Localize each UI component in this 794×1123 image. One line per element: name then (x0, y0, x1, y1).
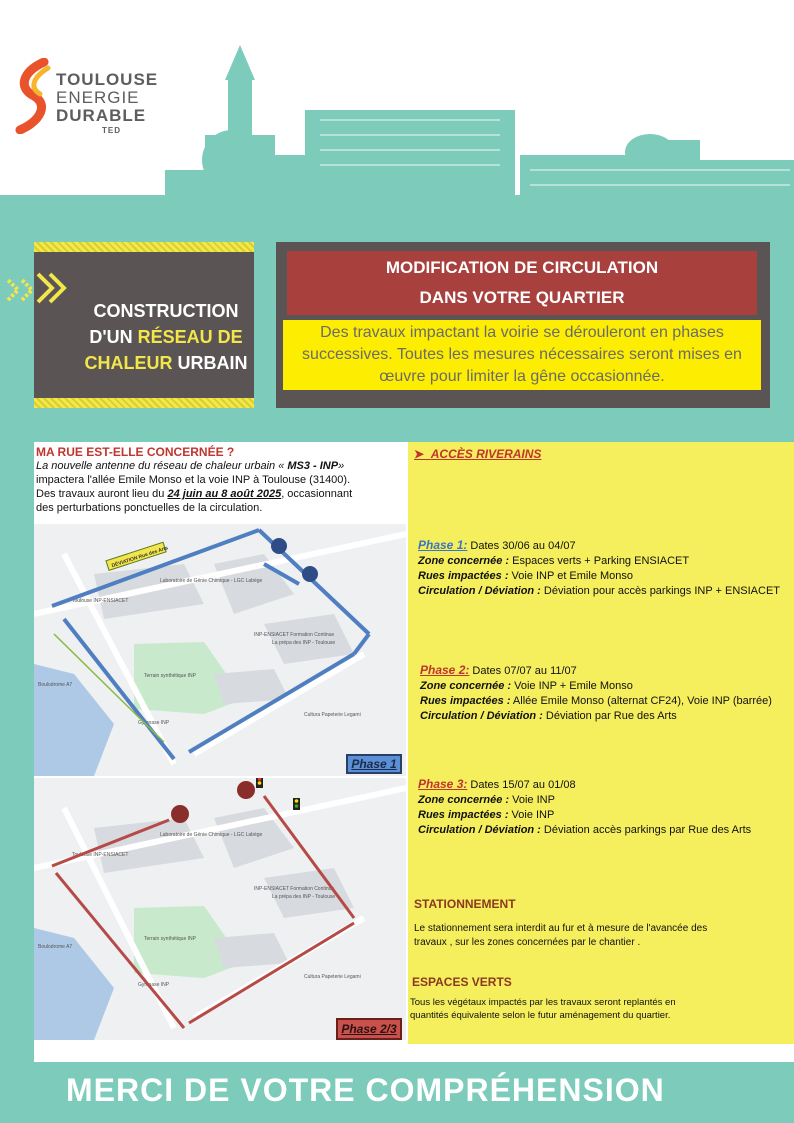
stationnement-line-2: travaux , sur les zones concernées par le chantier . (414, 937, 641, 948)
project-title-line-3 (82, 350, 250, 376)
rues-label: Rues impactées : (418, 570, 509, 582)
bottom-stripe (34, 398, 254, 408)
rues-label: Rues impactées : (420, 695, 511, 707)
top-stripe (34, 242, 254, 252)
phase-1-rues (418, 569, 780, 584)
notice-title-line-1: MODIFICATION DE CIRCULATION (385, 258, 659, 277)
phase-1-label: Phase 1 (346, 754, 402, 774)
intro-text-span: La nouvelle antenne du réseau de chaleur urbain « (36, 460, 288, 472)
map-label-cultura: Cultura Papeterie Legami (304, 974, 361, 980)
worksite-marker (171, 805, 189, 823)
circ-value: Déviation accès parkings par Rue des Arts (540, 824, 752, 836)
phase-2-zone (420, 679, 772, 694)
ted-logo (14, 58, 164, 138)
traffic-light-icon (256, 778, 263, 788)
acces-label: ACCÈS RIVERAINS (430, 447, 542, 461)
intro-dates: 24 juin au 8 août 2025 (167, 488, 282, 500)
map-label-lgc: Laboratoire de Génie Chimique - LGC Labège (160, 832, 263, 838)
worksite-marker (237, 781, 255, 799)
intro-text (36, 445, 406, 515)
rues-value: Voie INP et Emile Monso (508, 570, 634, 582)
logo-line-4: TED (102, 126, 121, 135)
map-label-ensiacet: Toulouse INP-ENSIACET (72, 852, 129, 858)
phase-2-map-drawing (34, 778, 406, 1040)
map-label-cultura: Cultura Papeterie Legami (304, 712, 361, 718)
intro-line-3 (36, 487, 406, 501)
circ-label: Circulation / Déviation : (418, 585, 541, 597)
map-label-gymnase: Gymnase INP (138, 720, 170, 726)
intro-line-2: impactera l'allée Emile Monso et la voie INP à Toulouse (31400). (36, 474, 351, 486)
phase-1-circ (418, 584, 780, 599)
project-title-line-2 (82, 324, 250, 350)
phase-2-rues (420, 694, 772, 709)
stationnement-heading: STATIONNEMENT (414, 897, 516, 911)
phase-3-details (418, 777, 751, 838)
map-label-terrain: Terrain synthétique INP (144, 936, 196, 942)
map-label-gymnase: Gymnase INP (138, 982, 170, 988)
zone-value: Voie INP (509, 794, 555, 806)
phase-2-map (34, 778, 406, 1040)
logo-line-1: TOULOUSE (56, 70, 159, 89)
zone-label: Zone concernée : (418, 794, 510, 806)
intro-text-span: » (338, 460, 345, 472)
zone-value: Espaces verts + Parking ENSIACET (509, 555, 690, 567)
espaces-line-1: Tous les végétaux impactés par les travaux seront replantés en (410, 997, 676, 1008)
phase-1-dates: Dates 30/06 au 04/07 (467, 540, 576, 552)
phase-2-title: Phase 2: (420, 663, 470, 677)
zone-label: Zone concernée : (420, 680, 512, 692)
phase-1-zone (418, 554, 780, 569)
intro-text-span: , occasionnant (281, 488, 353, 500)
rues-value: Allée Emile Monso (alternat CF24), Voie INP (barrée) (510, 695, 772, 707)
footer-thanks: MERCI DE VOTRE COMPRÉHENSION (66, 1072, 665, 1108)
chevron-arrows-icon (4, 270, 70, 306)
map-label-lgc: Laboratoire de Génie Chimique - LGC Labège (160, 578, 263, 584)
details-panel (408, 442, 794, 1044)
map-label-ensiacet: Toulouse INP-ENSIACET (72, 598, 129, 604)
phase-2-circ (420, 709, 772, 724)
map-label-prepa: La prépa des INP - Toulouse (272, 640, 336, 646)
map-label-formation: INP-ENSIACET Formation Continue (254, 632, 335, 638)
traffic-light-icon (293, 798, 300, 810)
worksite-marker (302, 566, 318, 582)
espaces-verts-text (410, 996, 676, 1022)
phase-2-details (420, 663, 772, 724)
map-label-terrain: Terrain synthétique INP (144, 673, 196, 679)
notice-title-line-2: DANS VOTRE QUARTIER (419, 288, 625, 307)
circ-label: Circulation / Déviation : (420, 710, 543, 722)
project-title-line-1: CONSTRUCTION (93, 301, 239, 321)
notice-body: Des travaux impactant la voirie se dérouleront en phases successives. Toutes les mesures nécessaires seront mises en œuvre pour limiter la gêne occasionnée. (283, 320, 761, 390)
intro-heading: MA RUE EST-ELLE CONCERNÉE ? (36, 445, 235, 459)
stationnement-text (414, 922, 707, 950)
title-highlight: RÉSEAU DE (137, 327, 243, 347)
zone-label: Zone concernée : (418, 555, 510, 567)
espaces-line-2: quantités équivalente selon le futur aménagement du quartier. (410, 1010, 671, 1021)
espaces-verts-heading: ESPACES VERTS (412, 975, 512, 989)
phase-2-dates: Dates 07/07 au 11/07 (469, 665, 577, 677)
title-highlight: CHALEUR (84, 353, 173, 373)
phase-1-title: Phase 1: (418, 538, 468, 552)
notice-title (287, 251, 757, 315)
phase-1-details (418, 538, 780, 599)
map-label-boulodrome: Boulodrome A7 (38, 944, 73, 950)
circ-value: Déviation pour accès parkings INP + ENSIACET (540, 585, 781, 597)
intro-line-4: des perturbations ponctuelles de la circulation. (36, 502, 263, 514)
phase-1-map (34, 524, 406, 776)
project-title-box (34, 242, 254, 408)
circ-label: Circulation / Déviation : (418, 824, 541, 836)
title-text: URBAIN (172, 353, 248, 373)
phase-3-zone (418, 793, 751, 808)
phase-1-title-row (418, 538, 780, 554)
intro-project-code: MS3 - INP (287, 460, 339, 472)
logo-line-3: DURABLE (56, 106, 147, 125)
circ-value: Déviation par Rue des Arts (542, 710, 677, 722)
deviation-label: DÉVIATION Rue des Arts (111, 545, 169, 570)
zone-value: Voie INP + Emile Monso (511, 680, 633, 692)
phase-2-title-row (420, 663, 772, 679)
map-label-formation: INP-ENSIACET Formation Continue (254, 886, 335, 892)
worksite-marker (271, 538, 287, 554)
map-label-boulodrome: Boulodrome A7 (38, 682, 73, 688)
flame-s-icon (14, 58, 58, 134)
phase-3-title-row (418, 777, 751, 793)
phase-3-title: Phase 3: (418, 777, 468, 791)
acces-riverains-heading: ➤ ACCÈS RIVERAINS (414, 447, 542, 461)
phase-3-rues (418, 808, 751, 823)
rues-value: Voie INP (508, 809, 555, 821)
logo-line-2: ENERGIE (56, 88, 140, 107)
map-label-prepa: La prépa des INP - Toulouse (272, 894, 336, 900)
phase-3-circ (418, 823, 751, 838)
phase-3-dates: Dates 15/07 au 01/08 (467, 779, 576, 791)
stationnement-line-1: Le stationnement sera interdit au fur et à mesure de l'avancée des (414, 923, 708, 934)
title-text: D'UN (89, 327, 138, 347)
rues-label: Rues impactées : (418, 809, 509, 821)
phase-1-map-drawing (34, 524, 406, 776)
project-title (82, 298, 250, 376)
intro-text-span: Des travaux auront lieu du (36, 488, 168, 500)
intro-line-1 (36, 459, 406, 473)
phase-2-label: Phase 2/3 (336, 1018, 402, 1040)
